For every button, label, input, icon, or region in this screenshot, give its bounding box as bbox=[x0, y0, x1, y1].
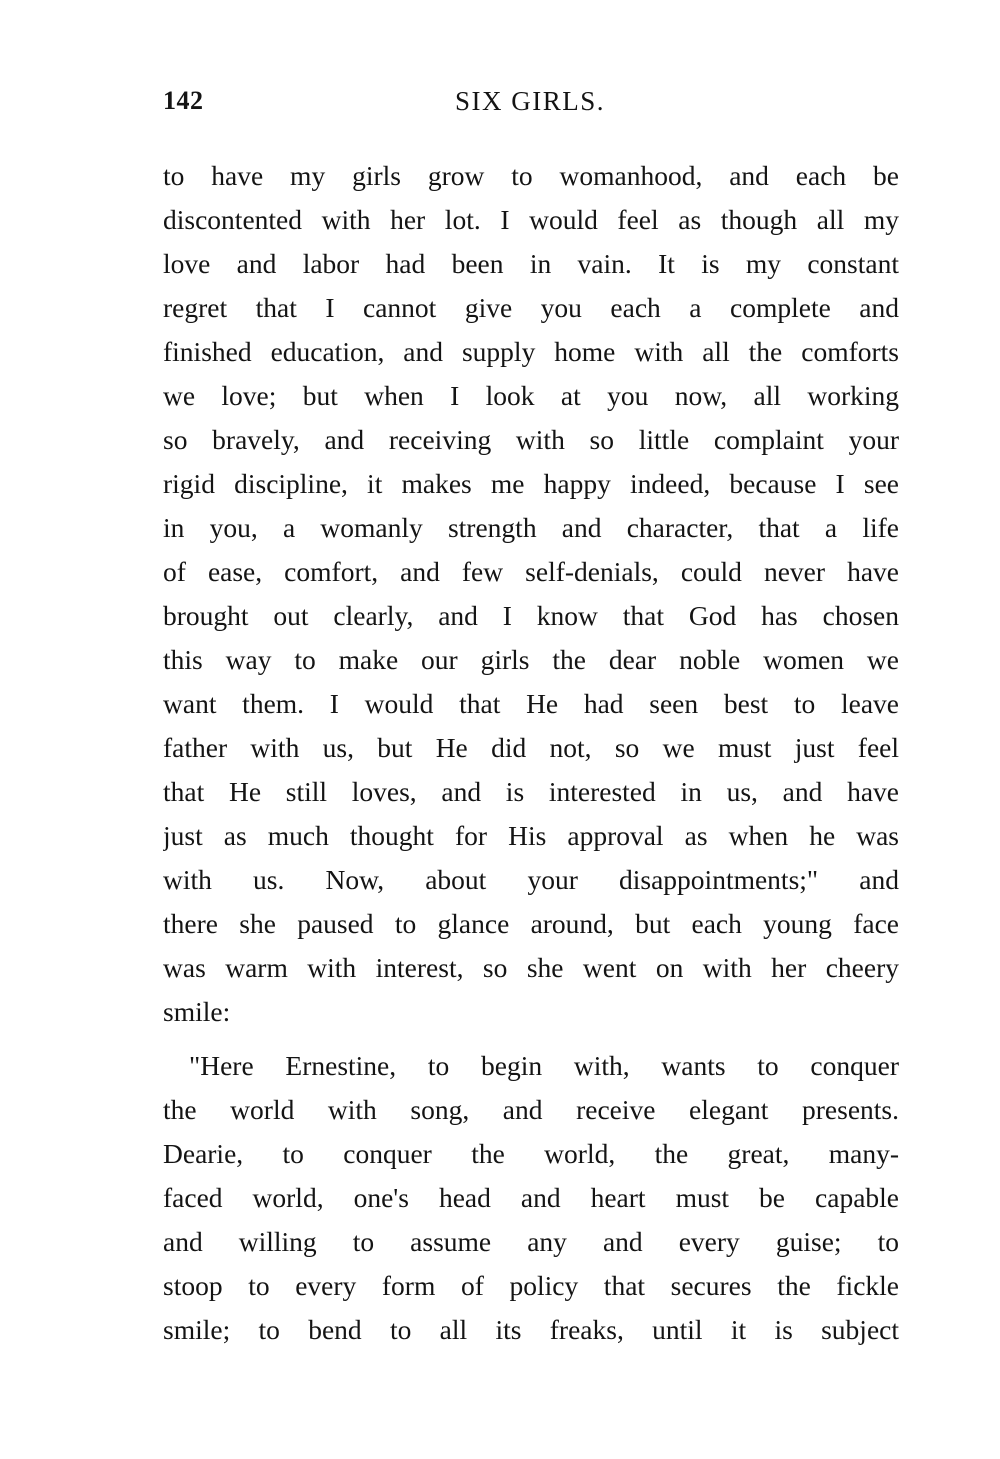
paragraph-gap bbox=[163, 1034, 899, 1044]
text-line: faced world, one's head and heart must be capable bbox=[163, 1182, 899, 1213]
text-line: rigid discipline, it makes me happy indeed, because I see bbox=[163, 468, 899, 499]
text-line: "Here Ernestine, to begin with, wants to conquer bbox=[189, 1050, 899, 1081]
text-line: just as much thought for His approval as when he was bbox=[163, 820, 899, 851]
text-line: and willing to assume any and every guise; to bbox=[163, 1226, 899, 1257]
text-line: want them. I would that He had seen best to leave bbox=[163, 688, 899, 719]
text-line: of ease, comfort, and few self-denials, could never have bbox=[163, 556, 899, 587]
page-number: 142 bbox=[163, 86, 204, 115]
text-line: with us. Now, about your disappointments;" and bbox=[163, 864, 899, 895]
text-line: that He still loves, and is interested in us, and have bbox=[163, 776, 899, 807]
text-line: the world with song, and receive elegant presents. bbox=[163, 1094, 899, 1125]
running-title: SIX GIRLS. bbox=[455, 86, 606, 116]
text-line: finished education, and supply home with all the comforts bbox=[163, 336, 899, 367]
text-line: love and labor had been in vain. It is my constant bbox=[163, 248, 899, 279]
text-line: this way to make our girls the dear noble women we bbox=[163, 644, 899, 675]
text-line: we love; but when I look at you now, all working bbox=[163, 380, 899, 411]
text-line: to have my girls grow to womanhood, and each be bbox=[163, 160, 899, 191]
text-line: was warm with interest, so she went on with her cheery bbox=[163, 952, 899, 983]
text-line: so bravely, and receiving with so little complaint your bbox=[163, 424, 899, 455]
text-line: there she paused to glance around, but each young face bbox=[163, 908, 899, 939]
text-line: Dearie, to conquer the world, the great, many- bbox=[163, 1138, 899, 1169]
text-line: smile; to bend to all its freaks, until it is subject bbox=[163, 1314, 899, 1345]
page-header bbox=[163, 86, 899, 126]
text-line: brought out clearly, and I know that God has chosen bbox=[163, 600, 899, 631]
paragraph bbox=[163, 154, 899, 1034]
text-line: discontented with her lot. I would feel as though all my bbox=[163, 204, 899, 235]
text-line: smile: bbox=[163, 996, 231, 1027]
text-line: in you, a womanly strength and character, that a life bbox=[163, 512, 899, 543]
body-text bbox=[163, 154, 899, 1352]
paragraph bbox=[163, 1044, 899, 1352]
text-line: father with us, but He did not, so we must just feel bbox=[163, 732, 899, 763]
text-line: stoop to every form of policy that secures the fickle bbox=[163, 1270, 899, 1301]
text-line: regret that I cannot give you each a complete and bbox=[163, 292, 899, 323]
